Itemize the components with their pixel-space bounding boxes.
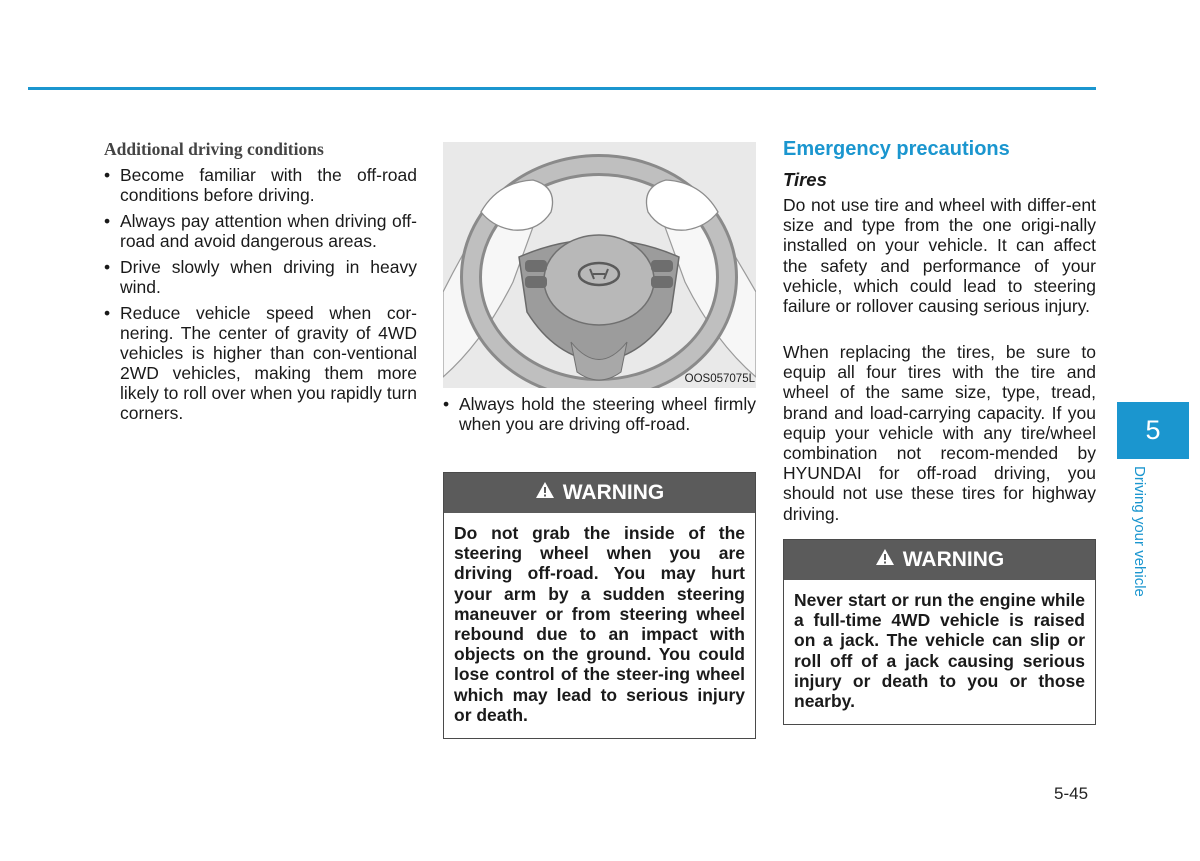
page-number: 5-45: [1054, 784, 1089, 803]
warning-triangle-icon: [875, 548, 895, 572]
paragraph: Do not use tire and wheel with differ-ent size and type from the one origi-nally installed on your vehicle. It can affect the safety and performance of your vehicle, which could lead to steering failure or rollover causing serious injury.: [783, 195, 1096, 317]
figure-code: OOS057075L: [684, 373, 755, 385]
warning-text: Do not grab the inside of the steering wheel when you are driving off-road. You may hurt your arm by a sudden steering maneuver or from steering wheel rebound due to an impact with objects on the ground. You could lose control of the steer-ing wheel which may lead to serious injury or death.: [454, 523, 745, 725]
steering-wheel-figure: [443, 142, 756, 388]
warning-text: Never start or run the engine while a full-time 4WD vehicle is raised on a jack. The vehicle can slip or roll off of a jack causing serious injury or death to you or those nearby.: [794, 590, 1085, 712]
subheading-additional-conditions: Additional driving conditions: [104, 139, 324, 159]
subsection-title: Tires: [783, 169, 827, 190]
list-item: • Always hold the steering wheel firmly when you are driving off-road.: [443, 394, 756, 434]
warning-box-jack: [783, 539, 1096, 725]
warning-box-steering: [443, 472, 756, 739]
chapter-tab: 5: [1117, 402, 1189, 459]
warning-triangle-icon: [535, 481, 555, 505]
section-title: Emergency precautions: [783, 138, 1010, 160]
paragraph: When replacing the tires, be sure to equip all four tires with the tire and wheel of the same size, type, tread, brand and load-carrying capacity. If you equip your vehicle with any tire/wheel combination not recom-mended by HYUNDAI for off-road driving, you should not use these tires for highway driving.: [783, 342, 1096, 524]
warning-header: [444, 473, 755, 513]
steering-list: [443, 394, 756, 440]
warning-title: WARNING: [562, 481, 665, 504]
steering-wheel-hands-illustration: [443, 142, 756, 388]
conditions-list: [104, 165, 417, 429]
header-rule: [28, 87, 1096, 90]
warning-title: WARNING: [902, 548, 1005, 571]
list-item: • Drive slowly when driving in heavy wind.: [104, 257, 417, 297]
list-item: • Become familiar with the off-road conditions before driving.: [104, 165, 417, 205]
list-item: • Always pay attention when driving off-road and avoid dangerous areas.: [104, 211, 417, 251]
chapter-label: Driving your vehicle: [1131, 466, 1148, 597]
list-item: • Reduce vehicle speed when cor-nering. The center of gravity of 4WD vehicles is higher than con-ventional 2WD vehicles, making them more likely to roll over when you rapidly turn corners.: [104, 303, 417, 423]
warning-header: [784, 540, 1095, 580]
